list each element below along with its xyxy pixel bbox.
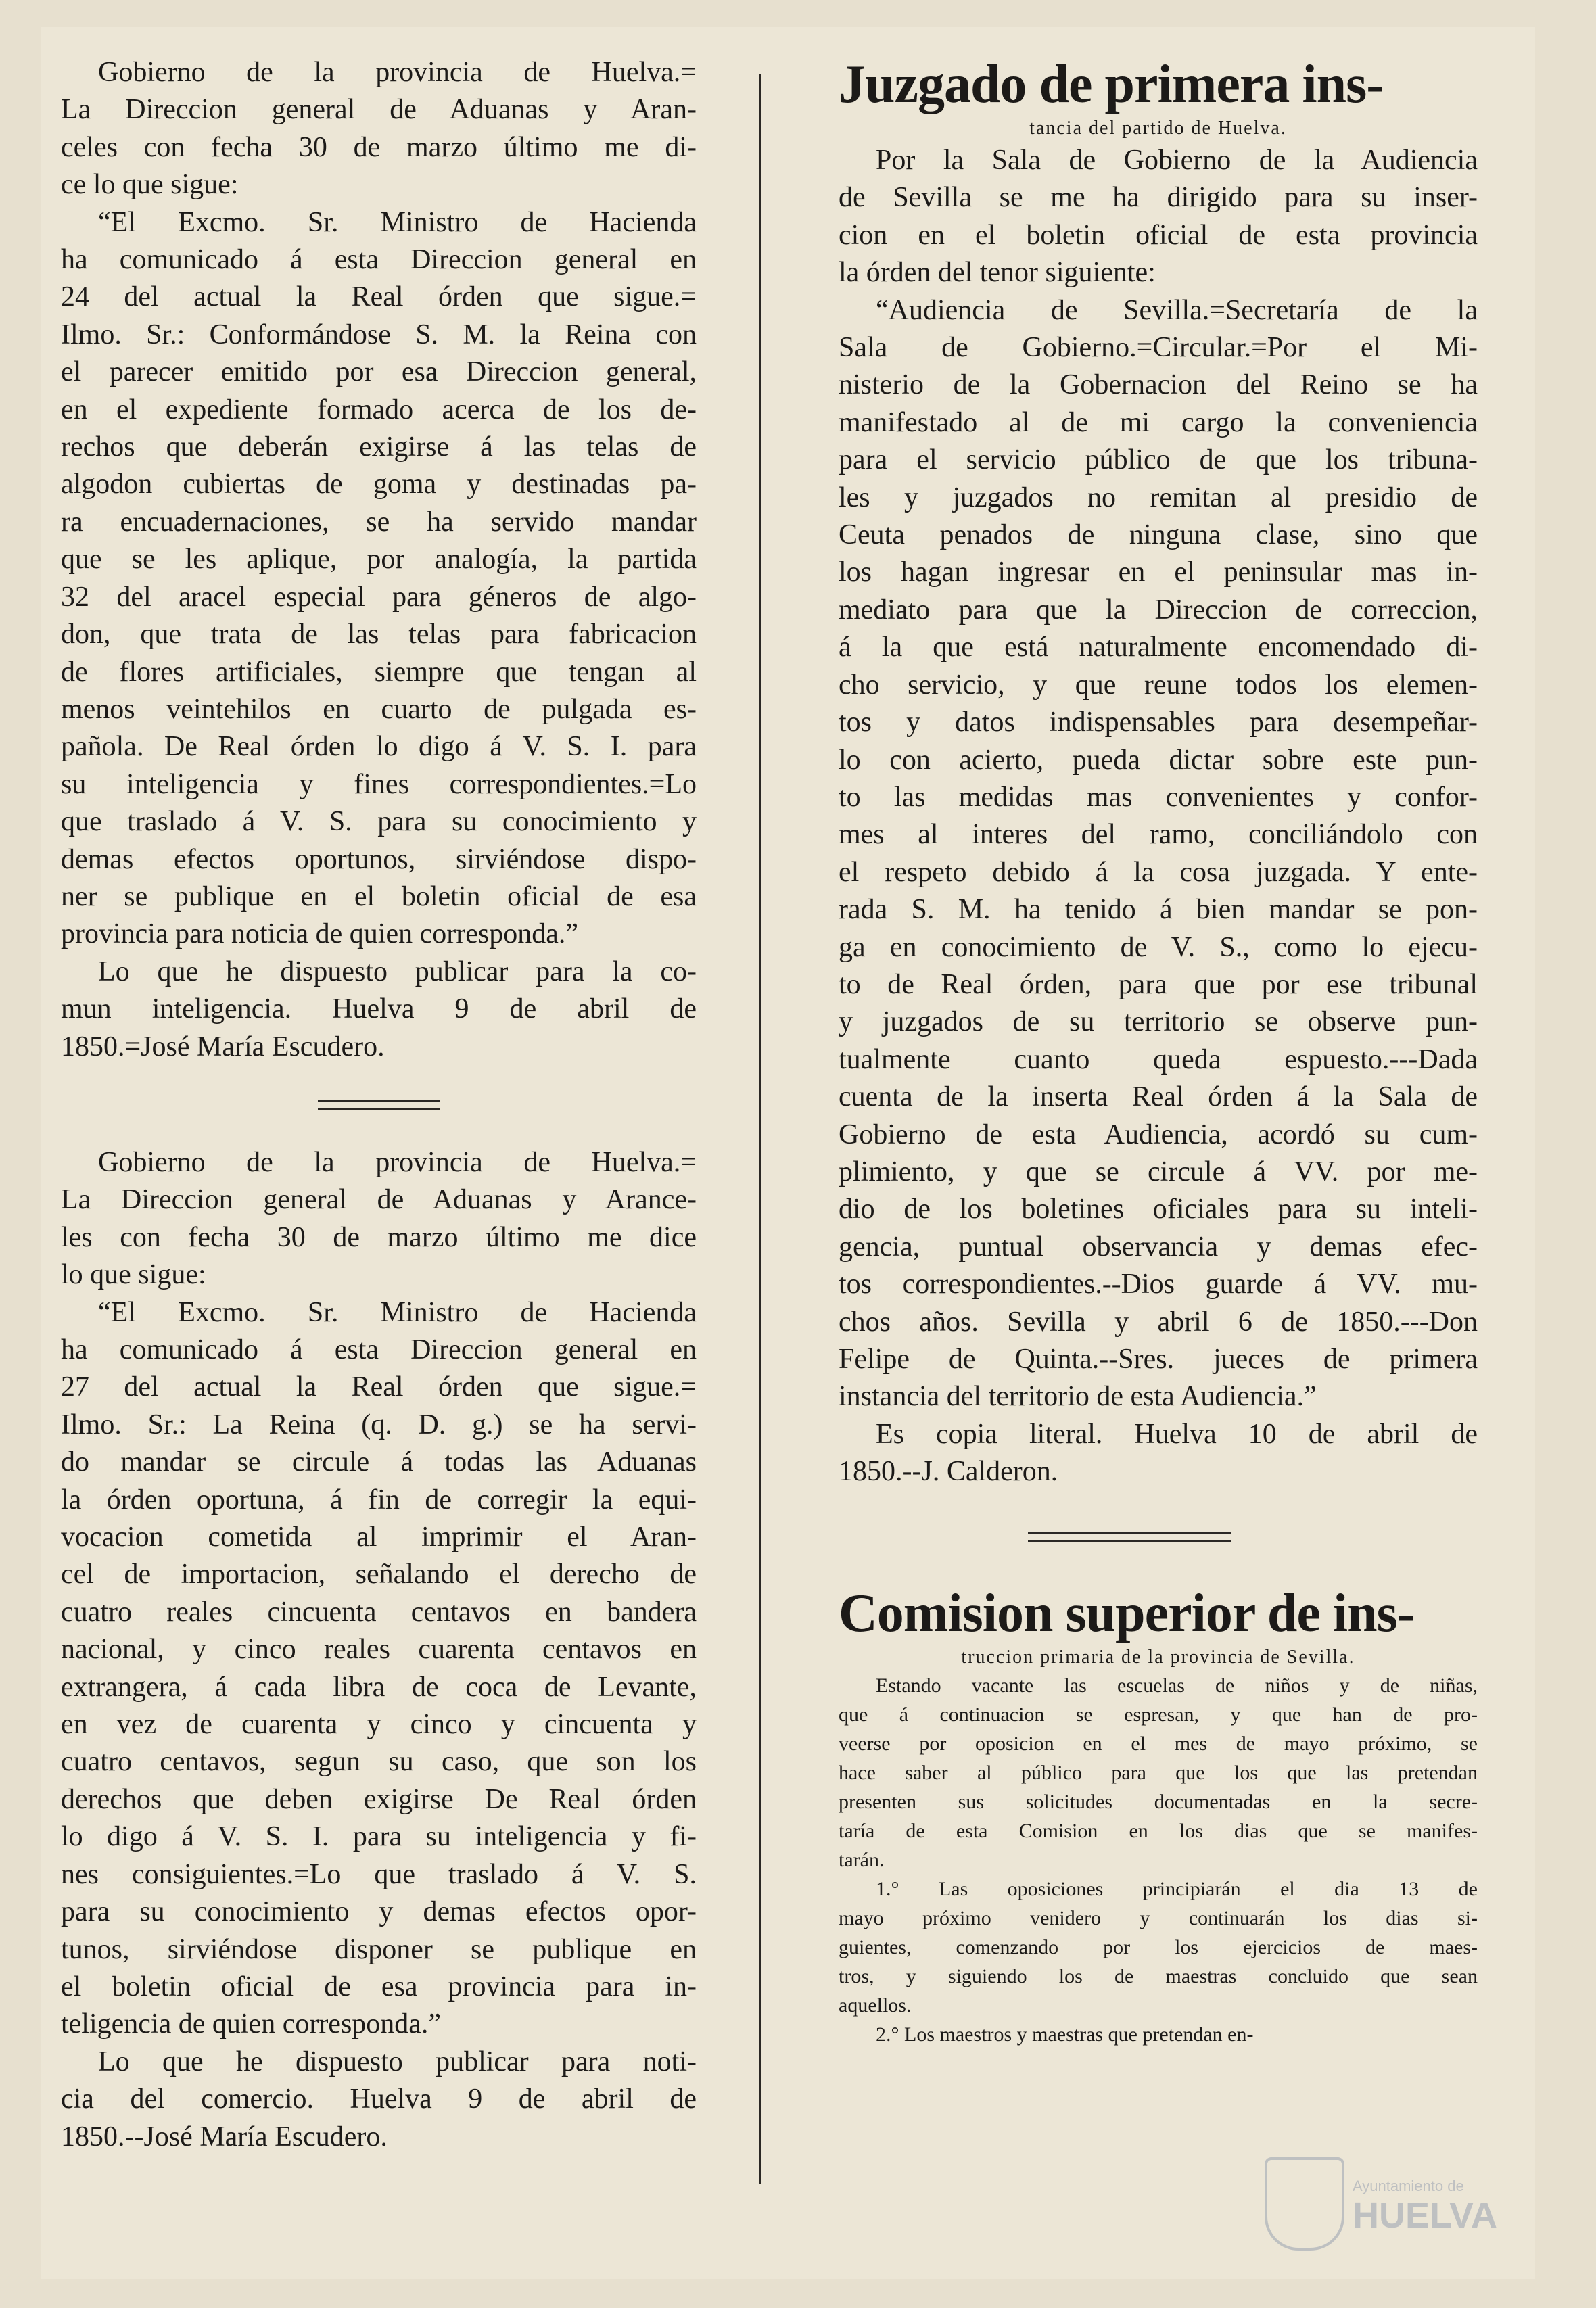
text-line: to las medidas mas convenientes y confor-: [839, 781, 1478, 813]
text-line: celes con fecha 30 de marzo último me di-: [61, 131, 697, 163]
text-line: Por la Sala de Gobierno de la Audiencia: [876, 145, 1478, 176]
text-line: plimiento, y que se circule á VV. por me-: [839, 1156, 1478, 1187]
text-line: lo digo á V. S. I. para su inteligencia y fi-: [61, 1821, 697, 1853]
text-line: y juzgados de su territorio se observe pun-: [839, 1006, 1478, 1038]
text-line: veerse por oposicion en el mes de mayo próximo, se: [839, 1732, 1478, 1755]
text-line: pañola. De Real órden lo digo á V. S. I. para: [61, 731, 697, 763]
text-line: Gobierno de la provincia de Huelva.=: [98, 57, 697, 88]
text-line: manifestado al de mi cargo la conveniencia: [839, 406, 1478, 438]
text-line: gencia, puntual observancia y demas efec-: [839, 1231, 1478, 1263]
text-line: menos veintehilos en cuarto de pulgada es-: [61, 693, 697, 725]
text-line: Lo que he dispuesto publicar para la co-: [98, 956, 697, 987]
text-line: dio de los boletines oficiales para su inteli-: [839, 1194, 1478, 1225]
text-line: ha comunicado á esta Direccion general en: [61, 1334, 697, 1365]
text-line: tunos, sirviéndose disponer se publique en: [61, 1933, 697, 1965]
notice-aduanas-coca: [61, 1144, 697, 2156]
text-line: tos correspondientes.--Dios guarde á VV. mu-: [839, 1269, 1478, 1300]
text-line: ga en conocimiento de V. S., como lo ejecu-: [839, 931, 1478, 963]
text-line: nisterio de la Gobernacion del Reino se ha: [839, 369, 1478, 401]
notice-aduanas-telas: [61, 54, 697, 1066]
text-line: lo que sigue:: [61, 1259, 206, 1291]
text-line: “Audiencia de Sevilla.=Secretaría de la: [876, 294, 1478, 326]
text-line: en vez de cuarenta y cinco y cincuenta y: [61, 1709, 697, 1741]
newspaper-page: [41, 27, 1535, 2279]
text-line: Ilmo. Sr.: Conformándose S. M. la Reina con: [61, 319, 697, 350]
text-line: Estando vacante las escuelas de niños y de niñas,: [876, 1674, 1478, 1697]
text-line: hace saber al público para que los que las pretendan: [839, 1761, 1478, 1784]
text-line: la órden oportuna, á fin de corregir la equi-: [61, 1484, 697, 1515]
text-line: to de Real órden, para que por ese tribunal: [839, 968, 1478, 1000]
text-line: 24 del actual la Real órden que sigue.=: [61, 281, 697, 313]
watermark-line2: HUELVA: [1353, 2195, 1497, 2236]
text-line: el parecer emitido por esa Direccion general,: [61, 356, 697, 388]
text-line: cia del comercio. Huelva 9 de abril de: [61, 2083, 697, 2115]
text-line: tos y datos indispensables para desempeñar-: [839, 707, 1478, 738]
text-line: taría de esta Comision en los dias que se manifes-: [839, 1819, 1478, 1842]
text-line: 32 del aracel especial para géneros de algo-: [61, 581, 697, 613]
text-line: su inteligencia y fines correspondientes.=Lo: [61, 768, 697, 800]
text-line: ner se publique en el boletin oficial de esa: [61, 880, 697, 912]
column-divider: [759, 74, 761, 2184]
text-line: don, que trata de las telas para fabricacion: [61, 619, 697, 651]
text-line: cel de importacion, señalando el derecho de: [61, 1559, 697, 1591]
text-line: el respeto debido á la cosa juzgada. Y ente-: [839, 856, 1478, 888]
text-line: provincia para noticia de quien corresponda.”: [61, 918, 579, 950]
text-line: mediato para que la Direccion de correccion,: [839, 594, 1478, 626]
text-line: tualmente cuanto queda espuesto.---Dada: [839, 1043, 1478, 1075]
text-line: do mandar se circule á todas las Aduanas: [61, 1446, 697, 1478]
text-line: lo con acierto, pueda dictar sobre este pun-: [839, 744, 1478, 776]
text-line: ra encuadernaciones, se ha servido mandar: [61, 506, 697, 538]
text-line: La Direccion general de Aduanas y Arance-: [61, 1184, 697, 1216]
text-line: á la que está naturalmente encomendado di-: [839, 632, 1478, 663]
text-line: de flores artificiales, siempre que tengan al: [61, 656, 697, 688]
text-line: aquellos.: [839, 1994, 912, 2017]
text-line: derechos que deben exigirse De Real órden: [61, 1783, 697, 1815]
text-line: Lo que he dispuesto publicar para noti-: [98, 2046, 697, 2077]
left-column: [61, 54, 697, 2156]
text-line: 1.° Las oposiciones principiarán el dia 13 de: [876, 1877, 1478, 1900]
text-line: 1850.--José María Escudero.: [61, 2121, 388, 2152]
text-line: “El Excmo. Sr. Ministro de Hacienda: [98, 206, 697, 238]
text-line: Ilmo. Sr.: La Reina (q. D. g.) se ha servi-: [61, 1409, 697, 1440]
text-line: la órden del tenor siguiente:: [839, 257, 1156, 289]
heading-comision: Comision superior de ins-: [839, 1583, 1415, 1643]
text-line: instancia del territorio de esta Audiencia.”: [839, 1381, 1317, 1413]
text-line: rada S. M. ha tenido á bien mandar se pon-: [839, 894, 1478, 926]
text-line: 27 del actual la Real órden que sigue.=: [61, 1371, 697, 1403]
text-line: Gobierno de la provincia de Huelva.=: [98, 1146, 697, 1178]
text-line: Es copia literal. Huelva 10 de abril de: [876, 1418, 1478, 1450]
text-line: que traslado á V. S. para su conocimiento y: [61, 806, 697, 838]
text-line: en el expediente formado acerca de los de-: [61, 394, 697, 425]
text-line: “El Excmo. Sr. Ministro de Hacienda: [98, 1296, 697, 1328]
text-line: 1850.--J. Calderon.: [839, 1456, 1058, 1488]
coat-of-arms-icon: [1265, 2157, 1344, 2251]
right-column: [839, 54, 1478, 2049]
text-line: los hagan ingresar en el peninsular mas in-: [839, 557, 1478, 588]
text-line: Sala de Gobierno.=Circular.=Por el Mi-: [839, 332, 1478, 364]
text-line: para su conocimiento y demas efectos opor-: [61, 1896, 697, 1928]
text-line: cuatro reales cincuenta centavos en bandera: [61, 1596, 697, 1628]
text-line: ce lo que sigue:: [61, 169, 239, 201]
text-line: mes al interes del ramo, conciliándolo con: [839, 819, 1478, 851]
text-line: ha comunicado á esta Direccion general en: [61, 244, 697, 276]
text-line: chos años. Sevilla y abril 6 de 1850.---Don: [839, 1306, 1478, 1338]
text-line: 1850.=José María Escudero.: [61, 1031, 385, 1062]
subheading-comision: truccion primaria de la provincia de Sevilla.: [961, 1646, 1355, 1668]
text-line: que se les aplique, por analogía, la partida: [61, 544, 697, 575]
notice-escuelas: [839, 1671, 1478, 2049]
text-line: cion en el boletin oficial de esta provincia: [839, 219, 1478, 251]
text-line: que á continuacion se espresan, y que han de pro-: [839, 1703, 1478, 1726]
text-line: rechos que deberán exigirse á las telas de: [61, 431, 697, 463]
text-line: extrangera, á cada libra de coca de Levante,: [61, 1671, 697, 1703]
text-line: les y juzgados no remitan al presidio de: [839, 481, 1478, 513]
text-line: 2.° Los maestros y maestras que pretendan en-: [876, 2023, 1254, 2046]
text-line: Felipe de Quinta.--Sres. jueces de primera: [839, 1344, 1478, 1375]
text-line: para el servicio público de que los tribuna-: [839, 444, 1478, 476]
heading-juzgado: Juzgado de primera ins-: [839, 55, 1384, 114]
section-separator: [318, 1100, 440, 1110]
text-line: vocacion cometida al imprimir el Aran-: [61, 1522, 697, 1553]
watermark-logo: [1265, 2157, 1497, 2252]
text-line: nes consiguientes.=Lo que traslado á V. S.: [61, 1858, 697, 1890]
text-line: tros, y siguiendo los de maestras concluido que sean: [839, 1964, 1478, 1987]
text-line: teligencia de quien corresponda.”: [61, 2008, 442, 2040]
text-line: de Sevilla se me ha dirigido para su inser-: [839, 182, 1478, 214]
text-line: cuenta de la inserta Real órden á la Sala de: [839, 1081, 1478, 1113]
text-line: Gobierno de esta Audiencia, acordó su cum-: [839, 1118, 1478, 1150]
watermark-line1: Ayuntamiento de: [1353, 2177, 1464, 2194]
notice-audiencia-sevilla: [839, 142, 1478, 1491]
text-line: La Direccion general de Aduanas y Aran-: [61, 94, 697, 126]
text-line: guientes, comenzando por los ejercicios de maes-: [839, 1935, 1478, 1958]
section-separator: [1028, 1532, 1231, 1542]
text-line: cho servicio, y que reune todos los elemen-: [839, 669, 1478, 701]
text-line: mun inteligencia. Huelva 9 de abril de: [61, 993, 697, 1025]
text-line: les con fecha 30 de marzo último me dice: [61, 1221, 697, 1253]
text-line: demas efectos oportunos, sirviéndose dispo-: [61, 843, 697, 875]
subheading-juzgado: tancia del partido de Huelva.: [1029, 118, 1287, 139]
text-line: el boletin oficial de esa provincia para in-: [61, 1971, 697, 2002]
text-line: mayo próximo venidero y continuarán los dias si-: [839, 1906, 1478, 1929]
text-line: Ceuta penados de ninguna clase, sino que: [839, 519, 1478, 551]
text-line: tarán.: [839, 1848, 885, 1871]
text-line: cuatro centavos, segun su caso, que son los: [61, 1746, 697, 1778]
text-line: algodon cubiertas de goma y destinadas pa-: [61, 469, 697, 500]
text-line: nacional, y cinco reales cuarenta centavos en: [61, 1634, 697, 1666]
text-line: presenten sus solicitudes documentadas en la secre-: [839, 1790, 1478, 1813]
